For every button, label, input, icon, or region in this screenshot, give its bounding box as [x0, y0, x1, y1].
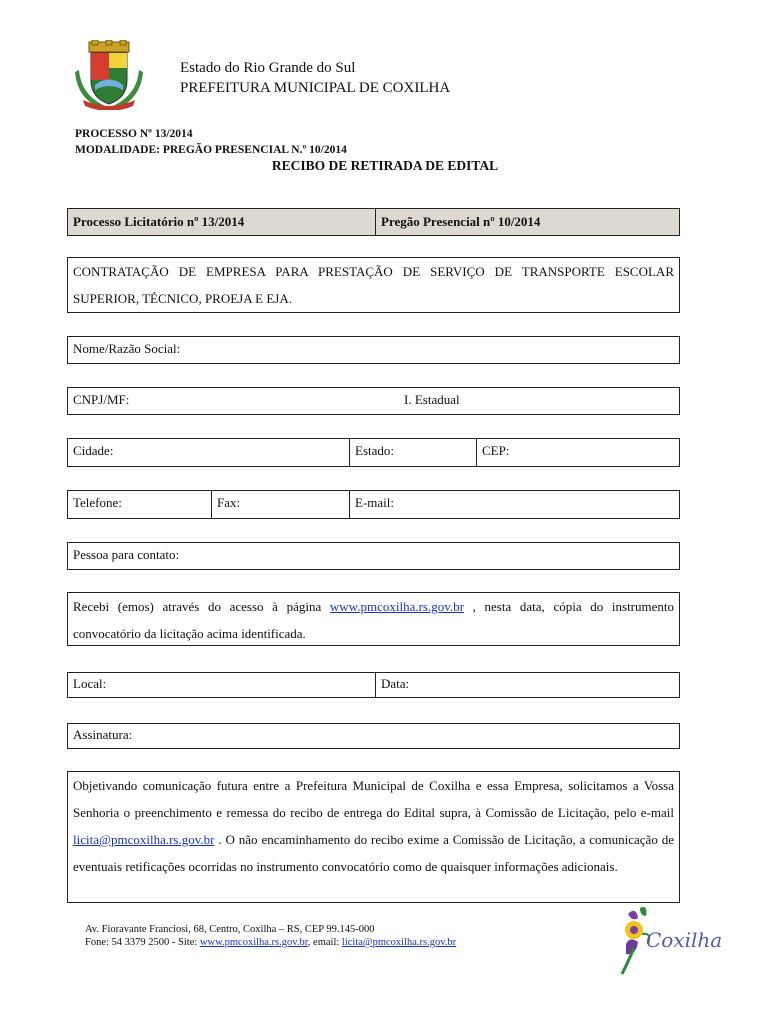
- contact-person-label: Pessoa para contato:: [73, 547, 180, 562]
- process-number: PROCESSO Nº 13/2014: [75, 128, 193, 140]
- fax-label: Fax:: [217, 495, 241, 510]
- city-label: Cidade:: [73, 443, 114, 458]
- divider: [349, 491, 350, 518]
- footer-phone: Fone: 54 3379 2500 - Site:: [85, 937, 200, 948]
- notice-text-end: . O não encaminhamento do recibo exime a Comissão de Licitação, a comunicação de eventuais retificações ocorridas no instrumento convocatório como de quaisquer informações adicionais.: [73, 832, 674, 874]
- coxilha-logo-text: Coxilha: [646, 928, 723, 952]
- object-description-box: [67, 257, 680, 313]
- notice-text: [73, 772, 674, 880]
- name-field[interactable]: [67, 336, 680, 364]
- footer-site-link[interactable]: www.pmcoxilha.rs.gov.br: [199, 937, 308, 948]
- site-link[interactable]: www.pmcoxilha.rs.gov.br: [329, 599, 464, 614]
- city-hall-name: PREFEITURA MUNICIPAL DE COXILHA: [180, 80, 451, 96]
- footer-email-link[interactable]: licita@pmcoxilha.rs.gov.br: [341, 937, 457, 948]
- place-date-row: [67, 672, 680, 698]
- footer-email-prefix: , email:: [307, 937, 342, 948]
- state-name: Estado do Rio Grande do Sul: [180, 60, 356, 76]
- divider: [211, 491, 212, 518]
- municipal-crest-icon: [75, 40, 143, 110]
- cnpj-label: CNPJ/MF:: [73, 392, 130, 407]
- email-link[interactable]: licita@pmcoxilha.rs.gov.br: [73, 832, 215, 847]
- email-label: E-mail:: [355, 495, 394, 510]
- cep-label: CEP:: [482, 443, 510, 458]
- signature-label: Assinatura:: [73, 727, 133, 742]
- receipt-text-start: Recebi (emos) através do acesso à página: [73, 599, 330, 614]
- receipt-statement-box: [67, 592, 680, 646]
- divider: [375, 209, 376, 235]
- notice-text-start: Objetivando comunicação futura entre a Prefeitura Municipal de Coxilha e essa Empresa, solicitamos a Vossa Senhoria o preenchimento e remessa do recibo de entrega do Edital supra, à Comissão de Licitação, pelo e-mail: [73, 778, 674, 820]
- divider: [476, 439, 477, 466]
- object-description: CONTRATAÇÃO DE EMPRESA PARA PRESTAÇÃO DE SERVIÇO DE TRANSPORTE ESCOLAR SUPERIOR, TÉCNICO, PROEJA E EJA.: [73, 264, 674, 306]
- coxilha-logo: [608, 904, 723, 978]
- place-label: Local:: [73, 676, 107, 691]
- signature-field[interactable]: [67, 723, 680, 749]
- receipt-text-end: , nesta data, cópia do instrumento convocatório da licitação acima identificada.: [73, 599, 674, 641]
- footer-address: Av. Fioravante Franciosi, 68, Centro, Coxilha – RS, CEP 99.145-000: [85, 924, 375, 935]
- summary-pregao: Pregão Presencial nº 10/2014: [381, 214, 541, 229]
- divider: [375, 673, 376, 697]
- phone-label: Telefone:: [73, 495, 122, 510]
- name-label: Nome/Razão Social:: [73, 341, 181, 356]
- document-title: RECIBO DE RETIRADA DE EDITAL: [271, 158, 499, 173]
- process-modality: MODALIDADE: PREGÃO PRESENCIAL N.º 10/2014: [75, 144, 347, 156]
- contact-row: [67, 490, 680, 519]
- summary-process: Processo Licitatório nº 13/2014: [73, 214, 245, 229]
- ie-label: I. Estadual: [404, 392, 460, 407]
- receipt-statement: [73, 593, 674, 647]
- notice-box: [67, 771, 680, 903]
- date-label: Data:: [381, 676, 410, 691]
- footer-contact: [85, 937, 456, 948]
- divider: [349, 439, 350, 466]
- state-label: Estado:: [355, 443, 394, 458]
- cnpj-row: [67, 387, 680, 415]
- summary-row: [67, 208, 680, 236]
- contact-person-field[interactable]: [67, 542, 680, 570]
- address-row: [67, 438, 680, 467]
